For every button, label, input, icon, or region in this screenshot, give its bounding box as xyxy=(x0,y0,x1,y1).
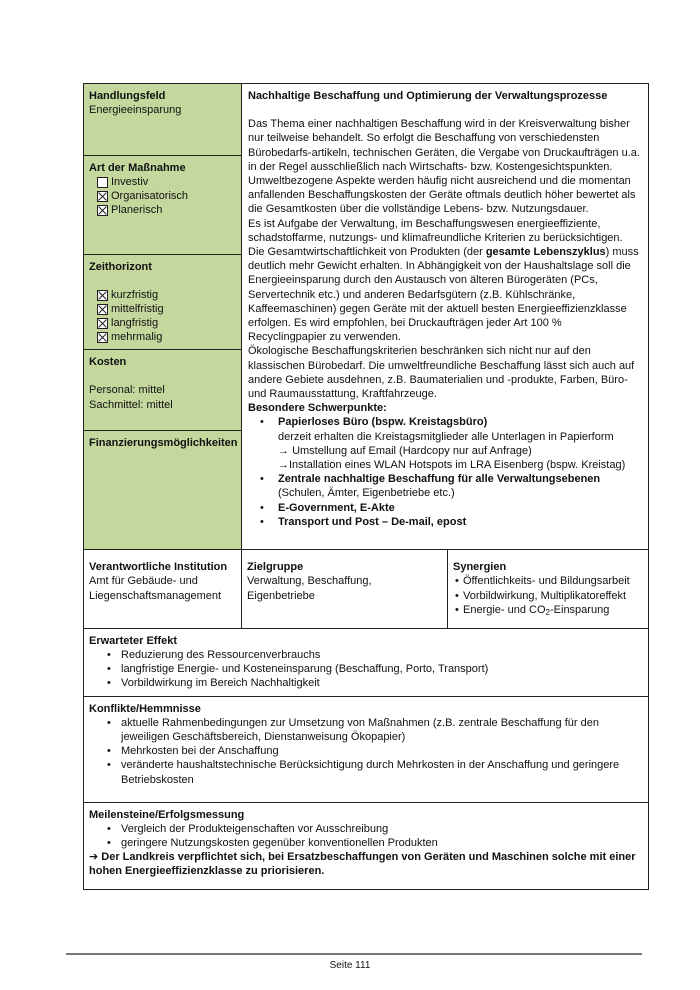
measure-table xyxy=(83,83,649,550)
checkbox-box[interactable] xyxy=(97,318,108,329)
page-number: Seite 111 xyxy=(329,960,371,971)
list-item: • veränderte haushaltstechnische Berücksichtigung durch Mehrkosten in der Anschaffung und geringere Betriebskosten xyxy=(107,759,620,786)
checkbox-langfristig[interactable]: langfristig xyxy=(89,316,236,330)
checkbox-planerisch[interactable]: Planerisch xyxy=(89,203,236,217)
list-item: • Vergleich der Produkteigenschaften vor Ausschreibung xyxy=(107,822,389,835)
list-item: • Transport und Post – De-mail, epost xyxy=(260,515,467,528)
arrow-icon: ➔ xyxy=(89,851,99,864)
konflikte-list xyxy=(89,716,643,787)
effekt-cell xyxy=(84,629,649,696)
list-item: • Vorbildwirkung im Bereich Nachhaltigkeit xyxy=(107,677,320,690)
finanzierung-cell xyxy=(84,431,242,550)
meilensteine-conclusion: ➔ Der Landkreis verpflichtet sich, bei Ersatzbeschaffungen von Geräten und Maschinen solche mit einer hohen Energieeffizienzklasse zu priorisieren. xyxy=(89,851,636,878)
synergien-cell xyxy=(448,550,649,628)
effekt-label: Erwarteter Effekt xyxy=(89,634,178,647)
list-item: • Papierloses Büro (bspw. Kreistagsbüro) derzeit erhalten die Kreistagsmitglieder alle Unterlagen in Papierform → Umstellung auf Email (Hardcopy nur auf Anfrage) →Installation eines WLAN Hotspots im LRA Eisenberg (bspw. Kreistag) xyxy=(260,416,626,472)
checkbox-investiv[interactable]: Investiv xyxy=(89,175,236,189)
measure-sheet xyxy=(83,83,649,883)
measure-title: Nachhaltige Beschaffung und Optimierung der Verwaltungsprozesse xyxy=(248,90,608,102)
checkbox-box[interactable] xyxy=(97,191,108,202)
checkbox-mehrmalig[interactable]: mehrmalig xyxy=(89,330,236,344)
checkbox-organisatorisch[interactable]: Organisatorisch xyxy=(89,189,236,203)
handlungsfeld-label: Handlungsfeld xyxy=(89,90,166,102)
description-cell xyxy=(242,84,649,550)
kosten-personal: Personal: mittel xyxy=(89,384,165,397)
checkbox-kurzfristig[interactable]: kurzfristig xyxy=(89,288,236,302)
responsibility-table xyxy=(83,550,649,629)
finanzierung-label: Finanzierungsmöglichkeiten xyxy=(89,437,238,450)
list-item: • geringere Nutzungskosten gegenüber konventionellen Produkten xyxy=(107,836,438,849)
list-item: • Zentrale nachhaltige Beschaffung für alle Verwaltungsebenen (Schulen, Ämter, Eigenbetriebe etc.) xyxy=(260,473,601,500)
art-label: Art der Maßnahme xyxy=(89,162,186,174)
checkbox-box[interactable] xyxy=(97,290,108,301)
list-item: • Öffentlichkeits- und Bildungsarbeit xyxy=(455,575,630,588)
effekt-list xyxy=(89,648,643,691)
checkbox-box[interactable] xyxy=(97,177,108,188)
zeithorizont-cell xyxy=(84,255,242,350)
footer-divider xyxy=(66,953,642,955)
handlungsfeld-cell xyxy=(84,84,242,156)
kosten-sachmittel: Sachmittel: mittel xyxy=(89,398,173,411)
paragraph-2: Es ist Aufgabe der Verwaltung, im Beschaffungswesen energieeffiziente, schadstoffarme, nutzungs- und klimafreundliche Kriterien zu berücksichtigen. Die Gesamtwirtschaftlichkeit von Produkten (der gesamte Lebenszyklus) muss deutlich mehr Gewicht erhalten. In Abhängigkeit von der Haushaltslage soll die Energieeinsparung durch den Austausch von älteren Bürogeräten (PCs, Servertechnik etc.) und anderen Bedarfsgütern (z.B. Kühlschränke, Kaffeemaschinen) gegen Geräte mit der aktuell besten Energieeffizienzklasse erfolgen. Es wird empfohlen, bei Druckaufträgen jeder Art 100 % Recyclingpapier zu verwenden. xyxy=(248,217,639,344)
konflikte-cell xyxy=(84,696,649,802)
meilensteine-cell xyxy=(84,802,649,889)
kosten-cell xyxy=(84,350,242,431)
zielgruppe-cell xyxy=(242,550,448,628)
zielgruppe-value: Verwaltung, Beschaffung, Eigenbetriebe xyxy=(247,575,372,602)
art-cell xyxy=(84,156,242,255)
arrow-icon: → xyxy=(278,444,289,457)
list-item: • langfristige Energie- und Kosteneinsparung (Beschaffung, Porto, Transport) xyxy=(107,663,489,676)
konflikte-label: Konflikte/Hemmnisse xyxy=(89,702,201,715)
list-item: • Reduzierung des Ressourcenverbrauchs xyxy=(107,648,321,661)
meilensteine-label: Meilensteine/Erfolgsmessung xyxy=(89,808,245,821)
effects-table xyxy=(83,629,649,890)
synergien-label: Synergien xyxy=(453,561,507,574)
zielgruppe-label: Zielgruppe xyxy=(247,561,304,574)
kosten-label: Kosten xyxy=(89,356,127,369)
checkbox-mittelfristig[interactable]: mittelfristig xyxy=(89,302,236,316)
list-item: • Energie- und $CO_2$-Einsparung xyxy=(455,603,610,617)
list-item: • Mehrkosten bei der Anschaffung xyxy=(107,745,279,758)
checkbox-box[interactable] xyxy=(97,205,108,216)
handlungsfeld-value: Energieeinsparung xyxy=(89,104,182,117)
meilensteine-list xyxy=(89,822,643,850)
list-item: • Vorbildwirkung, Multiplikatoreffekt xyxy=(455,589,627,602)
paragraph-3: Ökologische Beschaffungskriterien beschränken sich nicht nur auf den klassischen Bürobedarf. Die umweltfreundliche Beschaffung lässt sich auch auf andere Gebiete ausdehnen, z.B. Baumaterialien und -produkte, Farben, Büro- und Raumausstattung, Kraftfahrzeuge. xyxy=(248,345,635,401)
verantwortlich-value: Amt für Gebäude- und Liegenschaftsmanagement xyxy=(89,575,222,602)
schwerpunkte-label: Besondere Schwerpunkte: xyxy=(248,402,387,415)
verantwortlich-label: Verantwortliche Institution xyxy=(89,561,228,574)
verantwortlich-cell xyxy=(84,550,242,628)
synergien-list xyxy=(453,574,643,617)
arrow-icon: → xyxy=(278,459,289,472)
checkbox-box[interactable] xyxy=(97,304,108,315)
zeithorizont-label: Zeithorizont xyxy=(89,261,152,273)
schwerpunkte-list xyxy=(248,415,642,529)
list-item: • E-Government, E-Akte xyxy=(260,501,395,514)
checkbox-box[interactable] xyxy=(97,332,108,343)
paragraph-1: Das Thema einer nachhaltigen Beschaffung wird in der Kreisverwaltung bisher nur teilweise behandelt. So erfolgt die Beschaffung von verschiedensten Bürobedarfs-artikeln, technischen Geräten, die Vergabe von Druckaufträgen u.a. in der Regel ausschließlich nach Wirtschafts- bzw. Kostengesichtspunkten. Umweltbezogene Aspekte werden häufig nicht ausreichend und die momentan anfallenden Beschaffungskosten der Geräte oftmals deutlich höher bewertet als die Gesamtkosten über die vollständige Lebens- bzw. Nutzungsdauer. xyxy=(248,118,640,216)
list-item: • aktuelle Rahmenbedingungen zur Umsetzung von Maßnahmen (z.B. zentrale Beschaffung für den jeweiligen Geschäftsbereich, Dienstanweisung Ökopapier) xyxy=(107,716,599,743)
